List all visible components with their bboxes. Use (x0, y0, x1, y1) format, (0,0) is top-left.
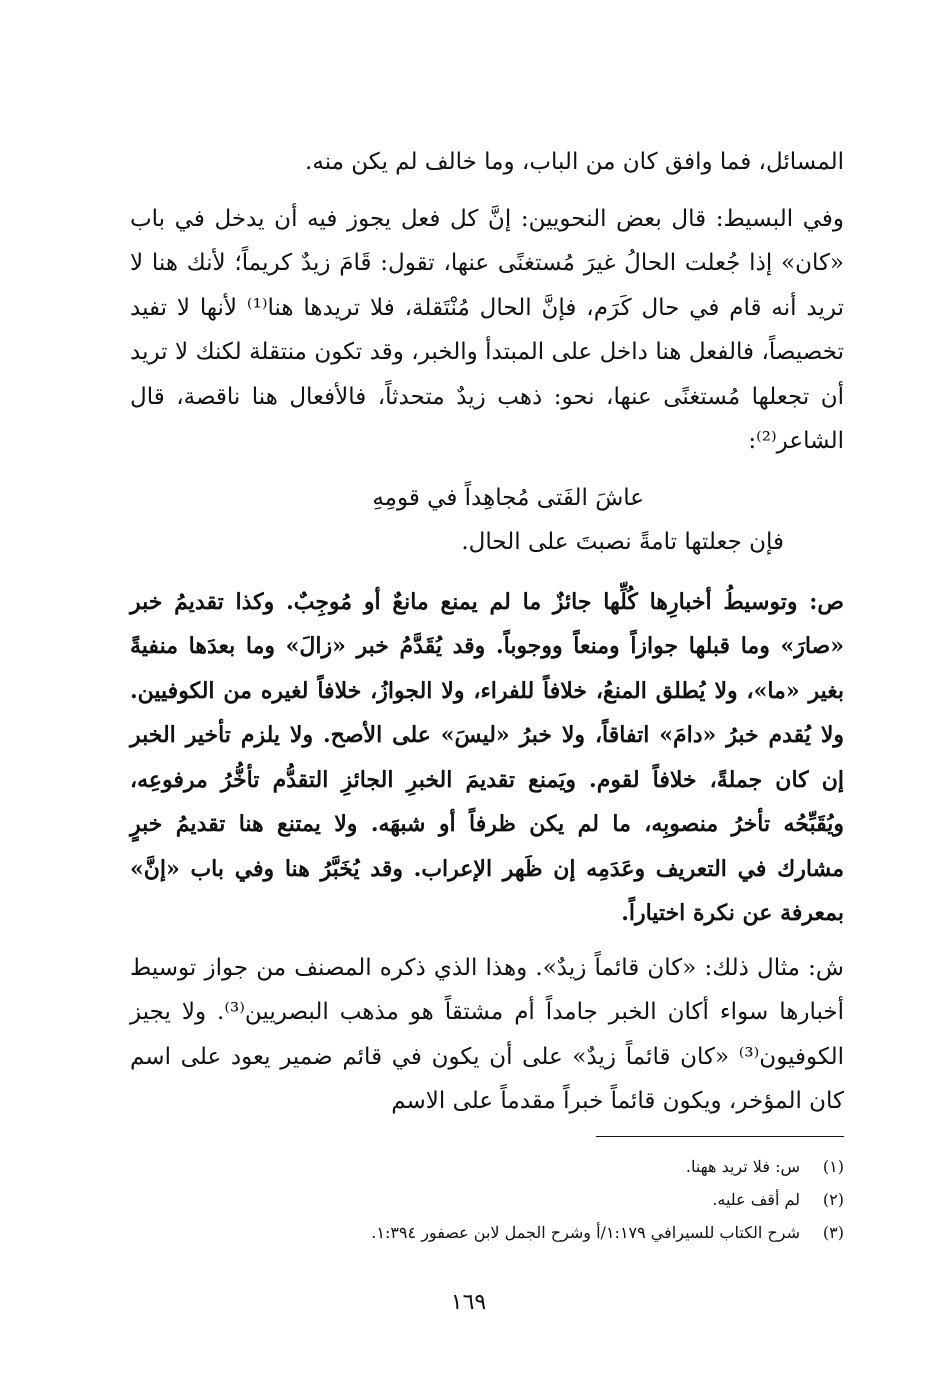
paragraph-1: المسائل، فما وافق كان من الباب، وما خالف لم يكن منه. (305, 149, 844, 175)
footnote-text: شرح الكتاب للسيرافي ١:١٧٩/أ وشرح الجمل لابن عصفور ١:٣٩٤. (371, 1223, 800, 1242)
footnotes (130, 1150, 844, 1249)
footnote-3 (130, 1216, 844, 1249)
footnote-separator (596, 1136, 844, 1137)
footnote-text: لم أقف عليه. (712, 1190, 800, 1209)
footnote-1 (130, 1150, 844, 1183)
verse-line: عاشَ الفَتى مُجاهِداً في قومِهِ (372, 484, 644, 511)
footnote-number: (٢) (822, 1190, 844, 1209)
footnote-number: (٣) (822, 1223, 844, 1242)
footnote-2 (130, 1183, 844, 1216)
matn-paragraph: ص: وتوسيطُ أخبارِها كُلِّها جائزٌ ما لم يمنع مانعٌ أو مُوجِبٌ. وكذا تقديمُ خبر «صارَ» وما قبلها جوازاً ومنعاً ووجوباً. وقد يُقَدَّمُ خبر «زالَ» وما بعدَها منفيةً بغير «ما»، ولا يُطلق المنعُ، خلافاً للفراء، ولا الجوازُ، خلافاً لغيره من الكوفيين. ولا يُقدم خبرُ «دامَ» اتفاقاً، ولا خبرُ «ليسَ» على الأصح. ولا يلزم تأخير الخبر إن كان جملةً، خلافاً لقوم. ويَمنع تقديمَ الخبرِ الجائزِ التقدُّم تأخُّرُ مرفوعِه، ويُقَبِّحُه تأخرُ منصوبِه، ما لم يكن ظرفاً أو شبهَه. ولا يمتنع هنا تقديمُ خبرٍ مشارك في التعريف وعَدَمِه إن ظَهر الإعراب. وقد يُخَبَّرُ هنا وفي باب «إنَّ» بمعرفة عن نكرة اختياراً. (130, 588, 844, 926)
paragraph-2: وفي البسيط: قال بعض النحويين: إنَّ كل فعل يجوز فيه أن يدخل في باب «كان» إذا جُعلت الحالُ غيرَ مُستغنًى عنها، تقول: قَامَ زيدٌ كريماً؛ لأنك هنا لا تريد أنه قام في حال كَرَم، فإنَّ الحال مُنْتَقلة، فلا تريدها هنا⁽¹⁾ لأنها لا تفيد تخصيصاً، فالفعل هنا داخل على المبتدأ والخبر، وقد تكون منتقلة لكنك لا تريد أن تجعلها مُستغنًى عنها، نحو: ذهب زيدٌ متحدثاً، فالأفعال هنا ناقصة، قال الشاعر⁽²⁾: (130, 205, 844, 454)
page-number: ١٦٩ (450, 1290, 487, 1315)
footnote-number: (١) (822, 1157, 844, 1176)
commentary-paragraph: ش: مثال ذلك: «كان قائماً زيدٌ». وهذا الذي ذكره المصنف من جواز توسيط أخبارها سواء أكان الخبر جامداً أم مشتقاً هو مذهب البصريين⁽³⁾. ولا يجيز الكوفيون⁽³⁾ «كان قائماً زيدٌ» على أن يكون في قائم ضمير يعود على اسم كان المؤخر، ويكون قائماً خبراً مقدماً على الاسم (130, 954, 844, 1114)
verse-note: فإن جعلتها تامةً نصبتَ على الحال. (461, 528, 784, 555)
footnote-text: س: فلا تريد ههنا. (685, 1157, 800, 1176)
